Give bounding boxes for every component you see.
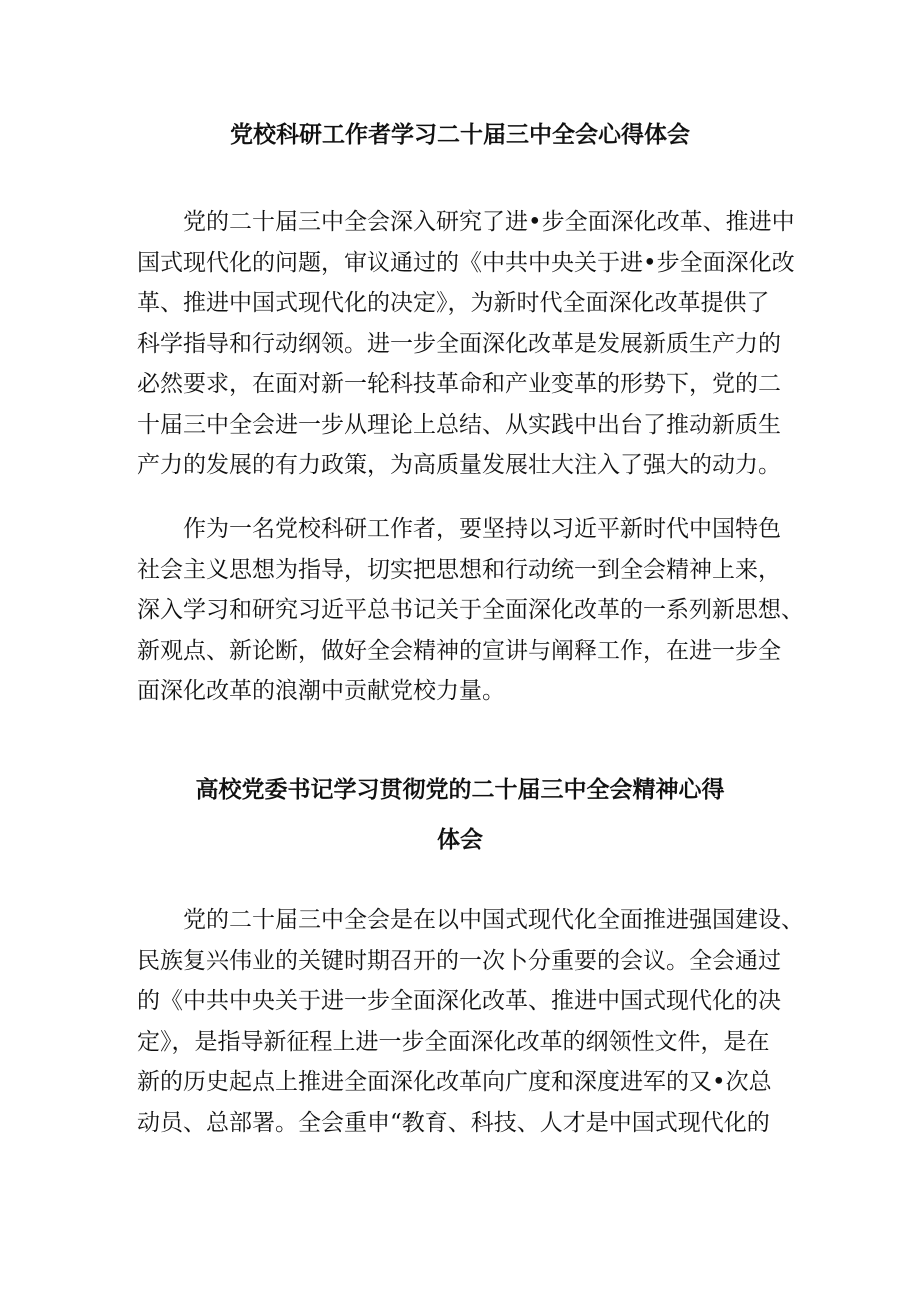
text-line: 必然要求，在面对新一轮科技革命和产业变革的形势下，党的二: [137, 371, 781, 397]
text-line: 新的历史起点上推进全面深化改革向广度和深度进军的又•次总: [137, 1069, 772, 1095]
section1-paragraph2: [137, 509, 804, 712]
section2-title-line1: 高校党委书记学习贯彻党的二十届三中全会精神心得: [195, 776, 725, 803]
text-line: 面深化改革的浪潮中贡献党校力量。: [137, 678, 505, 704]
text-line: 作为一名党校科研工作者，要坚持以习近平新时代中国特色: [183, 516, 781, 542]
text-line: 社会主义思想为指导，切实把思想和行动统一到全会精神上来，: [137, 556, 781, 583]
section2-title: [0, 769, 920, 861]
section2-title-line2: 体会: [437, 826, 483, 853]
section2-paragraph1: [137, 900, 804, 1143]
text-line: 革、推进中国式现代化的决定》，为新时代全面深化改革提供了: [137, 290, 770, 316]
text-line: 新观点、新论断，做好全会精神的宣讲与阐释工作，在进一步全: [137, 637, 781, 664]
section1-title: 党校科研工作者学习二十届三中全会心得体会: [230, 121, 690, 148]
text-line: 动员、总部署。全会重申“教育、科技、人才是中国式现代化的: [137, 1109, 770, 1136]
text-line: 定》，是指导新征程上进一步全面深化改革的纲领性文件，是在: [137, 1028, 770, 1055]
text-line: 的《中共中央关于进一步全面深化改革、推进中国式现代化的决: [137, 988, 781, 1014]
text-line: 国式现代化的问题，审议通过的《中共中央关于进•步全面深化改: [137, 249, 795, 276]
text-line: 党的二十届三中全会深入研究了进•步全面深化改革、推进中: [183, 209, 795, 235]
text-line: 十届三中全会进一步从理论上总结、从实践中出台了推动新质生: [137, 411, 781, 438]
text-line: 深入学习和研究习近平总书记关于全面深化改革的一系列新思想、: [137, 597, 804, 623]
text-line: 民族复兴伟业的关键时期召开的一次卜分重要的会议。全会通过: [137, 947, 781, 974]
section1-paragraph1: [137, 202, 797, 486]
text-line: 党的二十届三中全会是在以中国式现代化全面推进强国建设、: [183, 907, 804, 933]
text-line: 科学指导和行动纲领。进一步全面深化改革是发展新质生产力的: [137, 330, 781, 357]
text-line: 产力的发展的有力政策，为高质量发展壮大注入了强大的动力。: [137, 452, 781, 478]
